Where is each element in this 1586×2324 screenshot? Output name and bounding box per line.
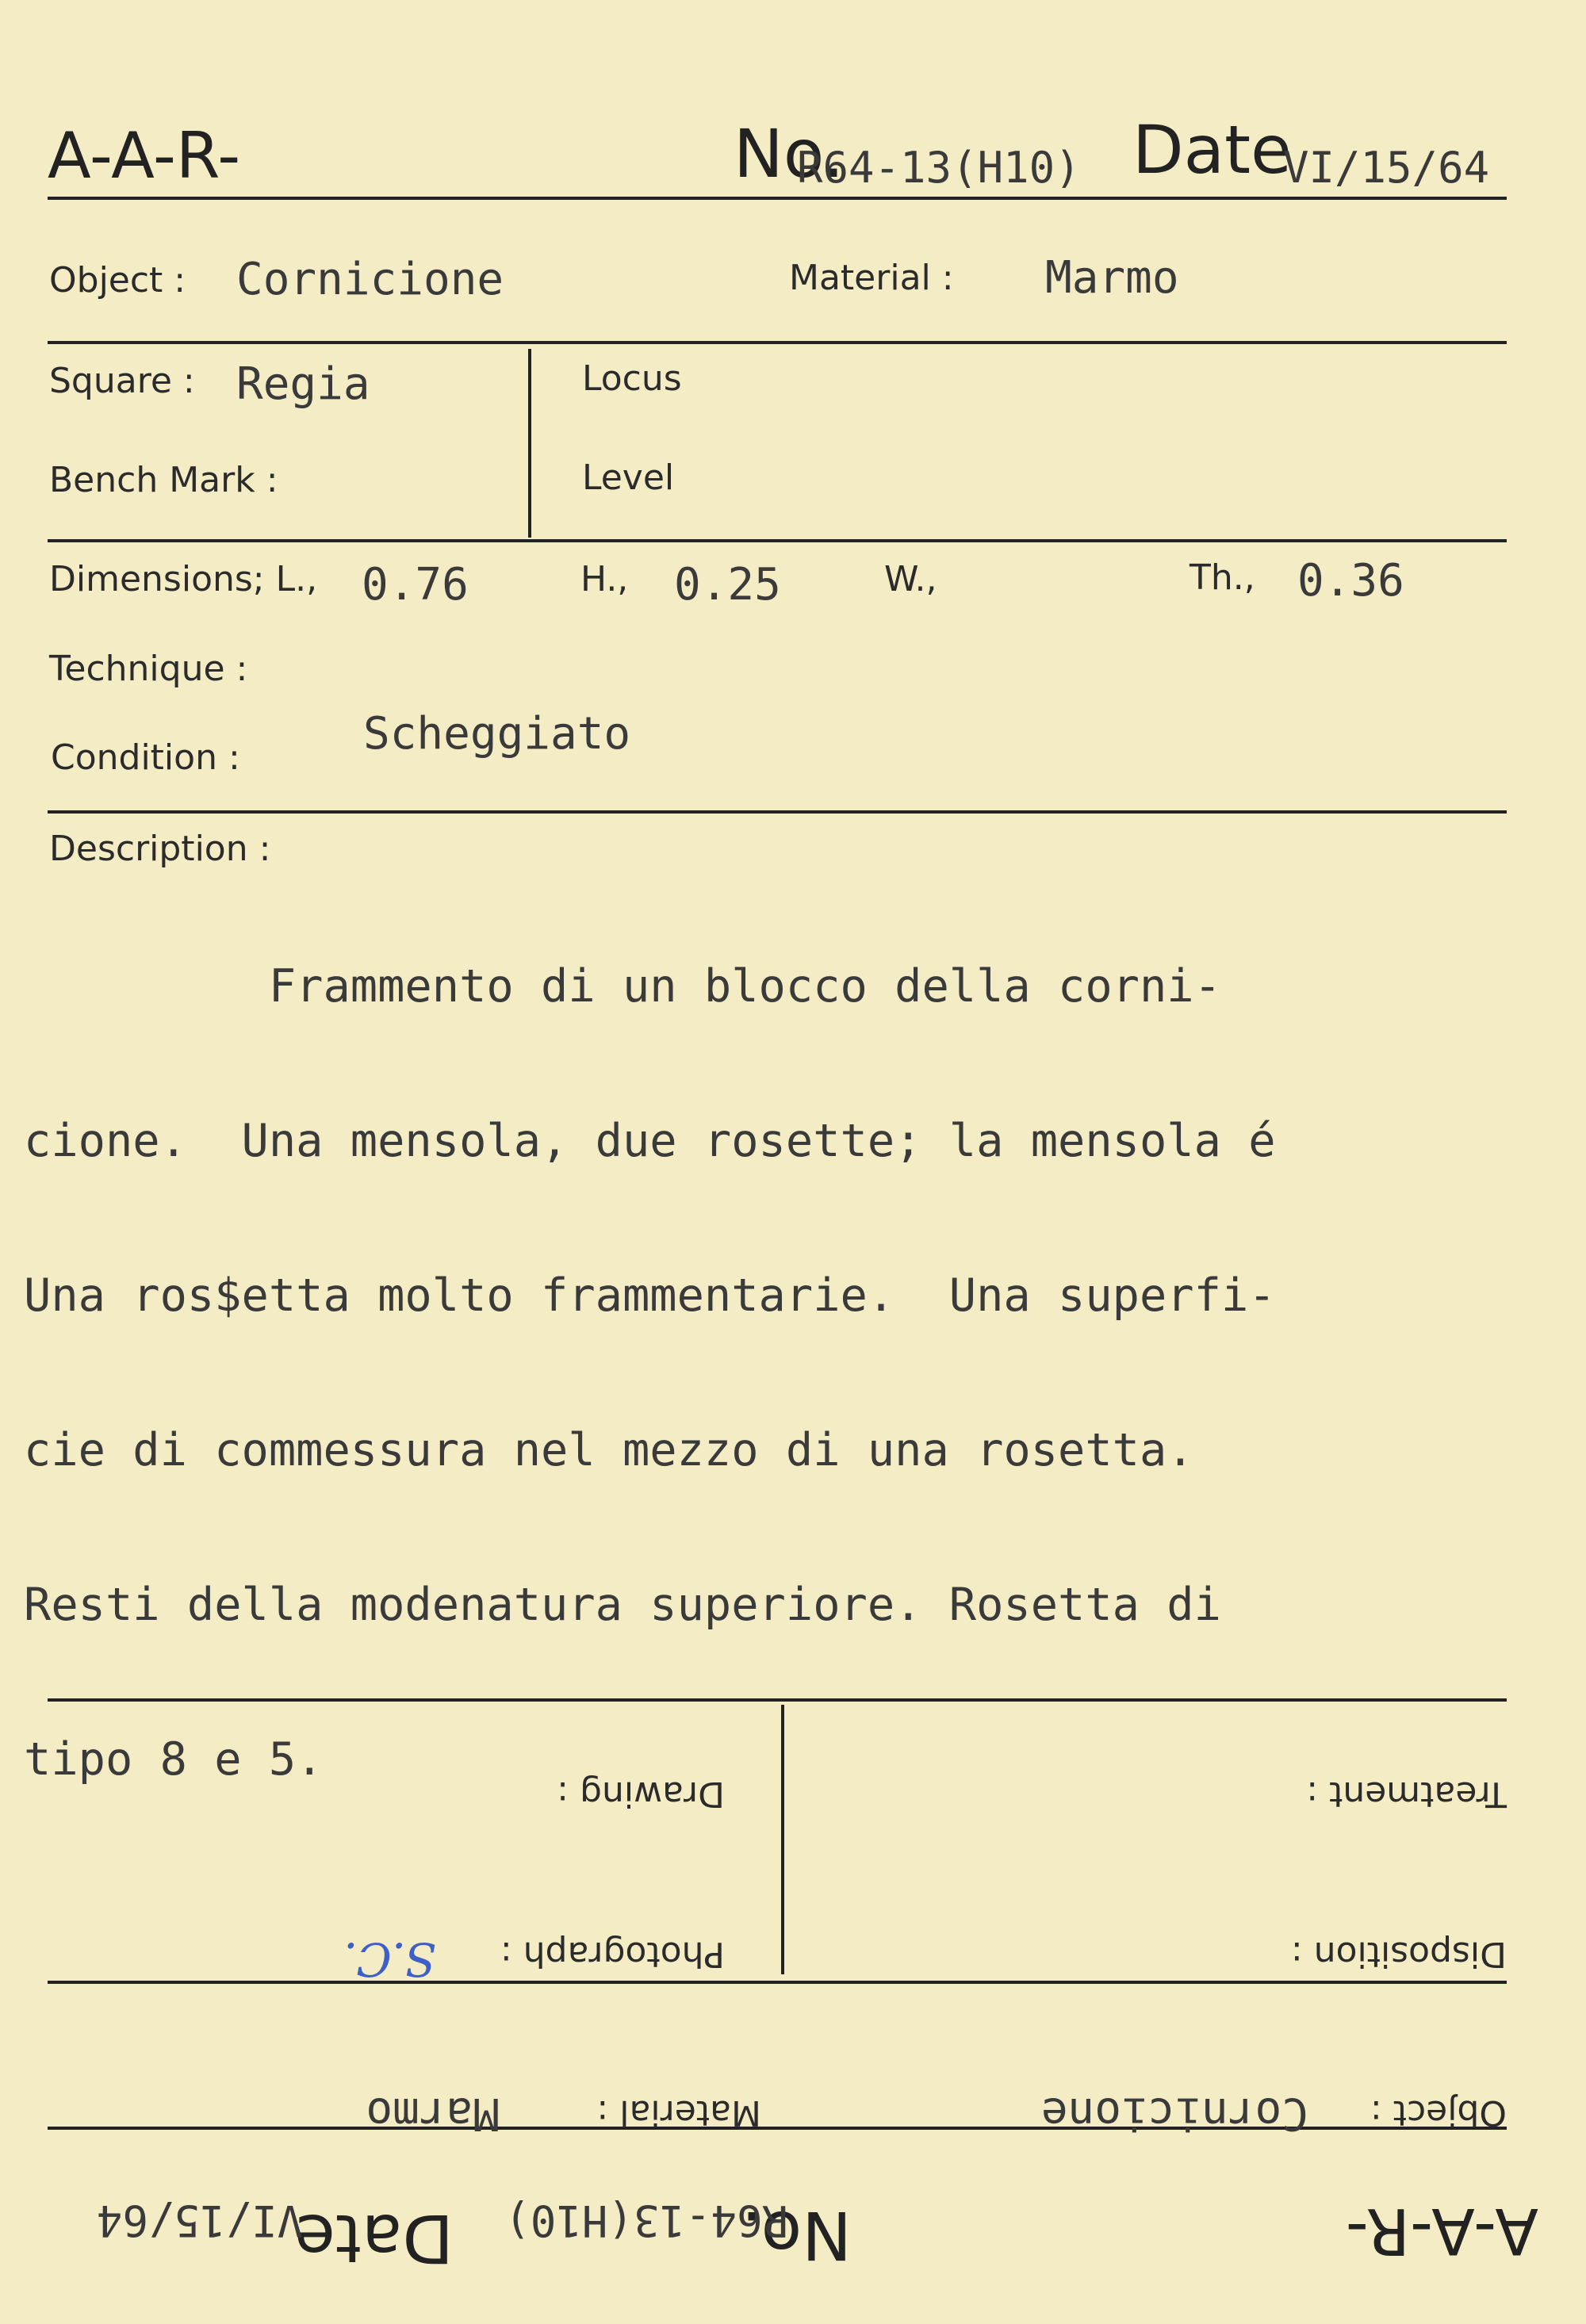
inverted-section <box>0 1665 1586 2324</box>
back-catalog-number: R64-13(H10) <box>504 2196 788 2246</box>
square-divider <box>528 349 531 538</box>
bench-mark-label: Bench Mark : <box>49 460 278 500</box>
square-rule <box>48 539 1507 542</box>
level-label: Level <box>582 458 675 498</box>
height-value: 0.25 <box>674 559 781 611</box>
description-line: Resti della modenatura superiore. Rosetta di <box>24 1579 1221 1631</box>
back-number-label: No. <box>741 2196 852 2274</box>
back-catalog-date: VI/15/64 <box>96 2196 303 2246</box>
photograph-label: Photograph : <box>500 1934 725 1974</box>
material-label: Material : <box>789 258 954 298</box>
back-object-value: Cornicione <box>1040 2088 1308 2139</box>
dimensions-label: Dimensions; L., <box>49 559 318 599</box>
thickness-value: 0.36 <box>1297 555 1404 607</box>
object-value: Cornicione <box>236 254 504 305</box>
back-material-value: Marmo <box>366 2088 500 2139</box>
disposition-label: Disposition : <box>1290 1934 1507 1974</box>
thickness-label: Th., <box>1190 557 1255 598</box>
technique-label: Technique : <box>49 649 248 689</box>
description-line: Frammento di un blocco della corni- <box>24 960 1221 1013</box>
object-label: Object : <box>49 260 186 301</box>
condition-label: Condition : <box>51 737 240 778</box>
condition-value: Scheggiato <box>363 708 631 760</box>
catalog-number: R64-13(H10) <box>797 143 1081 193</box>
photograph-initials: S.C. <box>343 1932 436 1986</box>
drawing-label: Drawing : <box>557 1774 725 1814</box>
description-line: tipo 8 e 5. <box>24 1733 324 1786</box>
date-label: Date <box>1132 111 1292 189</box>
locus-label: Locus <box>582 358 682 399</box>
number-label: No. <box>734 115 845 193</box>
description-line: Una ros$etta molto frammentarie. Una superfi- <box>24 1269 1276 1322</box>
back-date-label: Date <box>294 2200 454 2277</box>
width-label: W., <box>884 559 937 599</box>
back-object-label: Object : <box>1370 2092 1507 2133</box>
description-label: Description : <box>49 829 271 869</box>
header-rule <box>48 197 1507 200</box>
material-value: Marmo <box>1045 252 1179 304</box>
treatment-label: Treatment : <box>1306 1774 1507 1814</box>
height-label: H., <box>580 559 629 599</box>
back-collection-code: A-A-R- <box>1345 2194 1538 2268</box>
object-rule <box>48 341 1507 344</box>
length-value: 0.76 <box>362 559 469 611</box>
back-material-label: Material : <box>596 2092 761 2133</box>
collection-code: A-A-R- <box>48 119 241 193</box>
square-label: Square : <box>49 361 195 401</box>
description-line: cie di commessura nel mezzo di una rosetta. <box>24 1424 1194 1476</box>
catalog-date: VI/15/64 <box>1283 143 1490 193</box>
square-value: Regia <box>236 358 370 410</box>
condition-rule <box>48 810 1507 814</box>
description-line: cione. Una mensola, due rosette; la mensola é <box>24 1115 1276 1167</box>
